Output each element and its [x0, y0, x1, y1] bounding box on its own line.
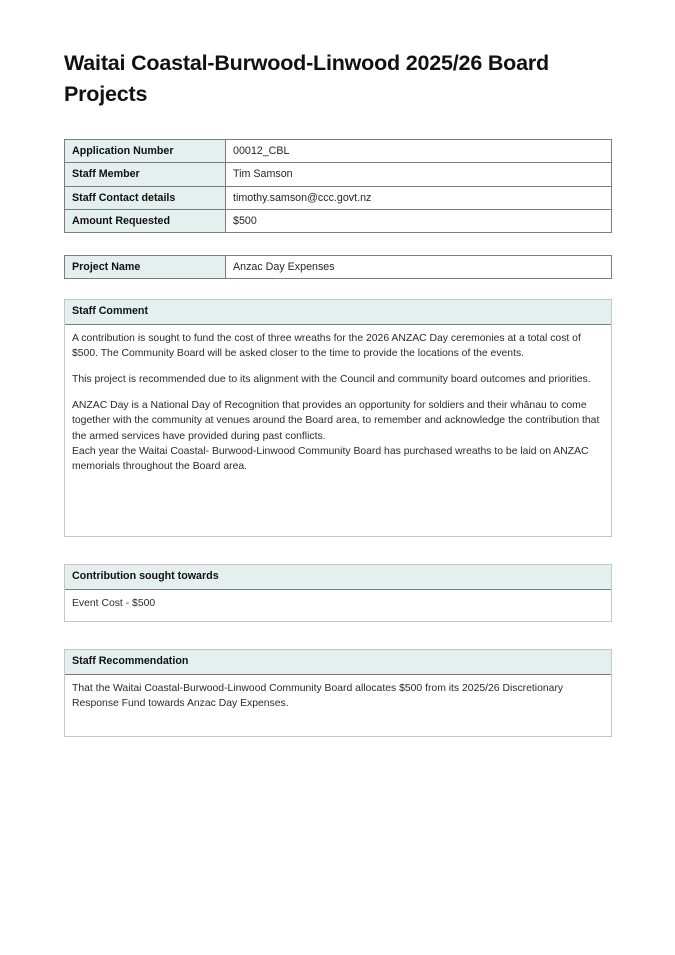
row-label-staff-contact-details: Staff Contact details	[65, 186, 226, 209]
recommendation-heading: Staff Recommendation	[65, 650, 611, 675]
table-row	[65, 163, 612, 186]
recommendation-section	[64, 649, 612, 737]
table-row	[65, 209, 612, 232]
contribution-heading: Contribution sought towards	[65, 565, 611, 590]
application-details-table	[64, 139, 612, 233]
project-name-table	[64, 255, 612, 279]
row-value-staff-member: Tim Samson	[226, 163, 612, 186]
staff-comment-heading: Staff Comment	[65, 300, 611, 325]
page-title: Waitai Coastal-Burwood-Linwood 2025/26 Board Projects	[64, 51, 549, 106]
table-row	[65, 255, 612, 278]
row-value-project-name: Anzac Day Expenses	[226, 255, 612, 278]
row-label-application-number: Application Number	[65, 140, 226, 163]
table-row	[65, 186, 612, 209]
contribution-body: Event Cost - $500	[72, 598, 156, 610]
recommendation-body: That the Waitai Coastal-Burwood-Linwood Community Board allocates $500 from its 2025/26 Discretionary Response Fund towards Anzac Day Expenses.	[72, 682, 564, 709]
staff-comment-section	[64, 299, 612, 537]
row-value-amount-requested: $500	[226, 209, 612, 232]
staff-comment-body	[65, 325, 611, 536]
row-label-amount-requested: Amount Requested	[65, 209, 226, 232]
contribution-section	[64, 564, 612, 622]
staff-comment-paragraph: Each year the Waitai Coastal- Burwood-Linwood Community Board has purchased wreaths to be laid on ANZAC memorials throughout the Board area.	[72, 445, 589, 472]
row-label-staff-member: Staff Member	[65, 163, 226, 186]
staff-comment-paragraph: This project is recommended due to its alignment with the Council and community board outcomes and priorities.	[72, 374, 591, 386]
row-value-application-number: 00012_CBL	[226, 140, 612, 163]
row-label-project-name: Project Name	[65, 255, 226, 278]
row-value-staff-contact-details: timothy.samson@ccc.govt.nz	[226, 186, 612, 209]
table-row	[65, 140, 612, 163]
staff-comment-paragraph: A contribution is sought to fund the cost of three wreaths for the 2026 ANZAC Day ceremonies at a total cost of $500. The Community Board will be asked closer to the time to provide the locations of the events.	[72, 333, 581, 360]
staff-comment-paragraph: ANZAC Day is a National Day of Recognition that provides an opportunity for soldiers and their whānau to come together with the community at venues around the Board area, to remember and acknowledge the contribution that the armed services have provided during past conflicts.	[72, 400, 600, 442]
